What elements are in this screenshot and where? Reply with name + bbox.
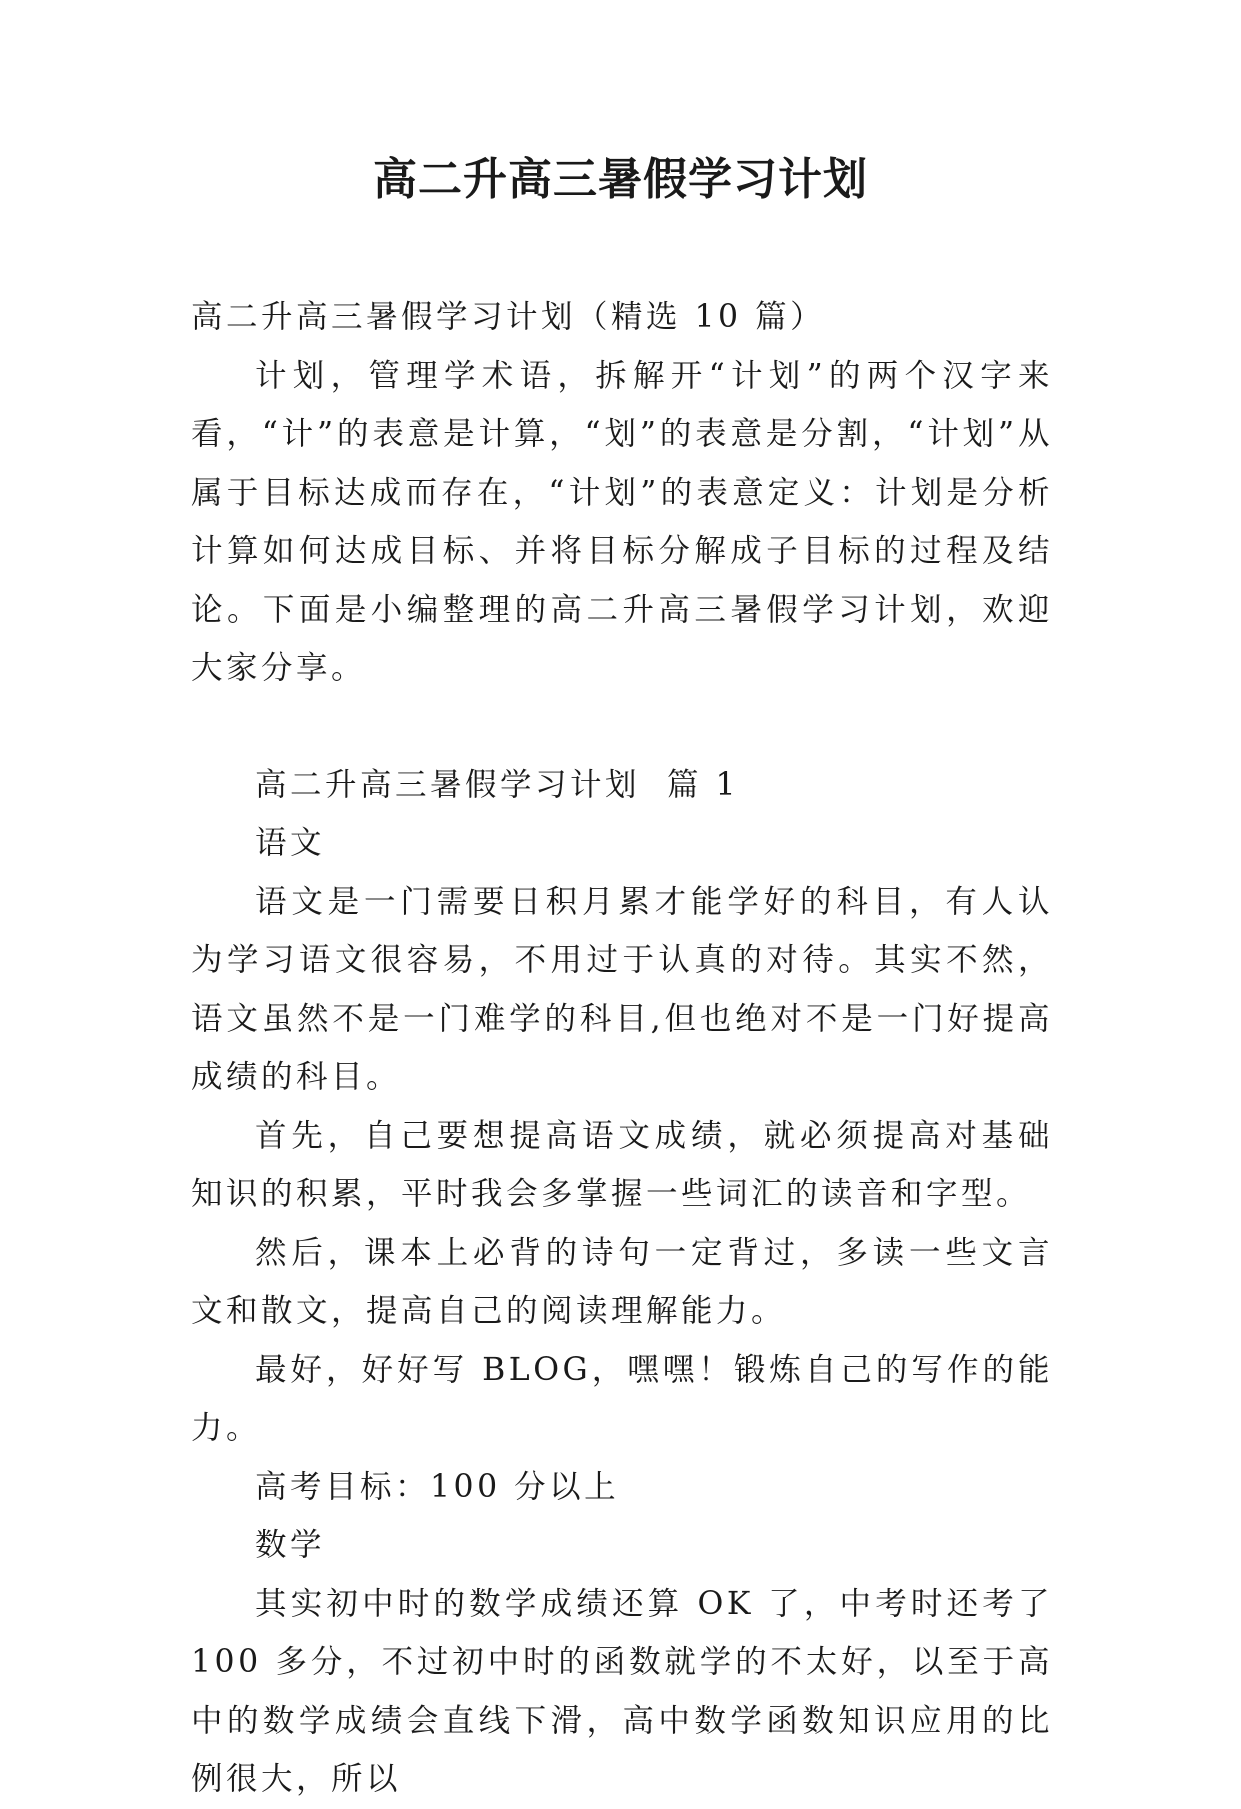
chinese-paragraph-3: 然后，课本上必背的诗句一定背过，多读一些文言文和散文，提高自己的阅读理解能力。 [191, 1234, 1053, 1329]
intro-paragraph: 计划，管理学术语，拆解开“计划”的两个汉字来看，“计”的表意是计算，“划”的表意是分割，“计划”从属于目标达成而存在，“计划”的表意定义：计划是分析计算如何达成目标、并将目标分解成子目标的过程及结论。下面是小编整理的高二升高三暑假学习计划，欢迎大家分享。 [191, 357, 1053, 686]
paragraph-spacer [191, 698, 1053, 756]
section-heading: 高二升高三暑假学习计划 篇 1 [255, 766, 740, 803]
document-body [191, 288, 1053, 1809]
chinese-heading: 语文 [255, 825, 326, 861]
math-paragraph-1: 其实初中时的数学成绩还算 OK 了，中考时还考了 100 多分，不过初中时的函数就学的不太好，以至于高中的数学成绩会直线下滑，高中数学函数知识应用的比例很大，所以 [191, 1585, 1053, 1797]
document-subtitle: 高二升高三暑假学习计划（精选 10 篇） [191, 299, 826, 335]
chinese-goal: 高考目标：100 分以上 [255, 1468, 620, 1505]
chinese-paragraph-1: 语文是一门需要日积月累才能学好的科目，有人认为学习语文很容易，不用过于认真的对待。其实不然，语文虽然不是一门难学的科目,但也绝对不是一门好提高成绩的科目。 [191, 883, 1053, 1095]
chinese-paragraph-2: 首先，自己要想提高语文成绩，就必须提高对基础知识的积累，平时我会多掌握一些词汇的读音和字型。 [191, 1117, 1053, 1212]
document-title: 高二升高三暑假学习计划 [373, 154, 868, 205]
math-heading: 数学 [255, 1527, 326, 1563]
chinese-paragraph-4: 最好，好好写 BLOG，嘿嘿！锻炼自己的写作的能力。 [191, 1351, 1053, 1446]
